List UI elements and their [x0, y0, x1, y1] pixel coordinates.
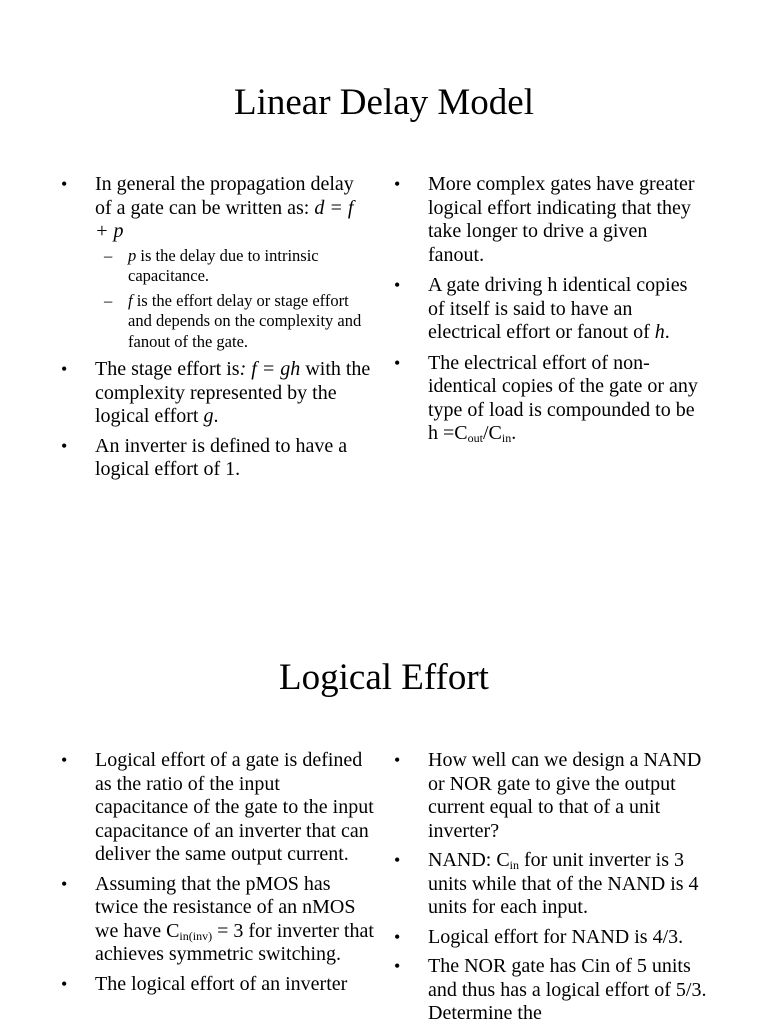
bullet-text: How well can we design a NAND or NOR gate to give the output current equal to that of a unit inverter? [428, 749, 702, 842]
bullet-nor-logical-effort [394, 955, 708, 1026]
bullet-text: . [664, 321, 670, 343]
bullet-non-identical-load [394, 352, 708, 446]
slide1-right-column [394, 173, 708, 452]
bullet-pmos-assumption [61, 873, 375, 967]
bullet-text: More complex gates have greater logical effort indicating that they take longer to drive a given fanout. [428, 173, 695, 266]
bullet-logical-effort-definition [61, 749, 375, 867]
subscript-in: in [509, 858, 520, 872]
var-p: p [128, 245, 137, 265]
bullet-inverter-logical-effort [61, 973, 375, 997]
bullet-text: The NOR gate has Cin of 5 units and thus has a logical effort of 5/3. Determine the [428, 955, 707, 1024]
bullet-text: Assuming that the pMOS has twice the resistance of an nMOS we have C [95, 872, 356, 942]
sub-bullet-text: is the effort delay or stage effort and depends on the complexity and fanout of the gate. [128, 290, 362, 351]
bullet-text: . [213, 405, 219, 427]
sub-bullet-text: is the delay due to intrinsic capacitance. [128, 245, 319, 285]
var-f: f [128, 290, 133, 310]
bullet-text: A gate driving h identical copies of itself is said to have an electrical effort or fanout of [428, 274, 688, 343]
slide2-left-column [61, 749, 375, 1002]
bullet-text: The electrical effort of non-identical copies of the gate or any type of load is compounded to be h =C [428, 351, 698, 444]
bullet-text: for unit inverter is 3 units while that of the NAND is 4 units for each input. [428, 849, 699, 918]
bullet-text: Logical effort of a gate is defined as the ratio of the input capacitance of the gate to the input capacitance of an inverter that can deliver the same output current. [95, 749, 374, 865]
bullet-text: The stage effort is [95, 358, 240, 380]
bullet-nand-nor-design [394, 749, 708, 843]
bullet-complex-gates [394, 173, 708, 267]
sub-bullet-intrinsic [95, 246, 371, 287]
bullet-nand-capacitance [394, 849, 708, 920]
stage-effort-formula: : f = gh [239, 358, 301, 380]
delay-formula: d = f + p [95, 196, 354, 242]
slide1-left-column [61, 173, 371, 488]
bullet-text: /C [482, 422, 502, 444]
var-h: h [654, 321, 665, 343]
var-g: g [203, 405, 214, 427]
slide-title-logical-effort: Logical Effort [279, 657, 489, 698]
bullet-text: The logical effort of an inverter [95, 972, 348, 995]
bullet-text: . [511, 422, 517, 444]
bullet-stage-effort [61, 358, 371, 429]
bullet-text: In general the propagation delay of a gate can be written as: [95, 173, 354, 219]
bullet-propagation-delay [61, 173, 371, 352]
bullet-nand-logical-effort [394, 926, 708, 950]
sub-bullet-effort-delay [95, 291, 371, 353]
bullet-inverter-effort [61, 435, 371, 482]
slide2-right-column [394, 749, 708, 1032]
subscript-in: in [501, 431, 512, 445]
bullet-electrical-effort [394, 274, 708, 345]
bullet-text: An inverter is defined to have a logical effort of 1. [95, 434, 348, 480]
bullet-text: with the complexity represented by the logical effort [95, 358, 371, 427]
bullet-text: = 3 for inverter that achieves symmetric switching. [95, 919, 374, 965]
bullet-text: Logical effort for NAND is 4/3. [428, 925, 684, 948]
bullet-text: NAND: C [428, 849, 510, 871]
subscript-out: out [467, 431, 483, 445]
subscript-in-inv: in(inv) [179, 928, 213, 943]
slide-title-linear-delay-model: Linear Delay Model [234, 82, 534, 123]
